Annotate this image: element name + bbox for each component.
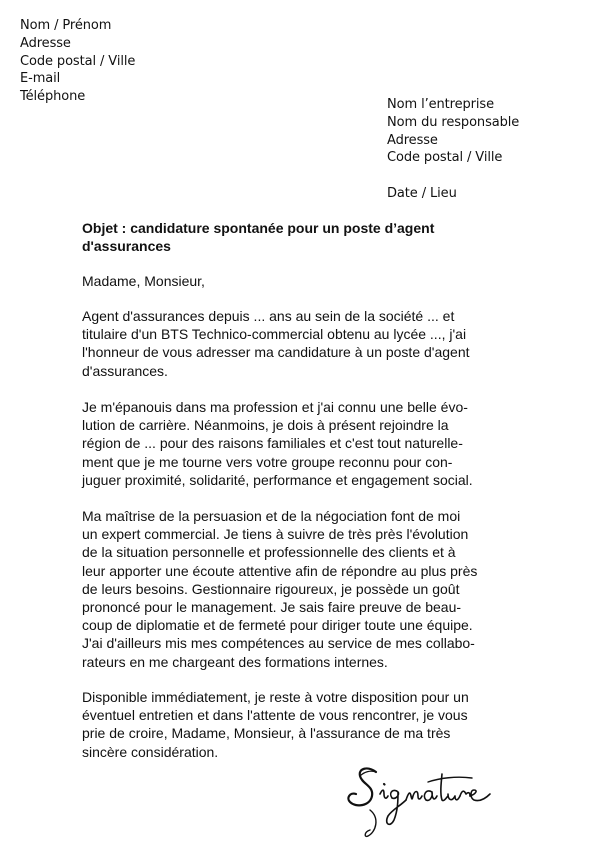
paragraph-1 [82, 307, 522, 380]
paragraph-line: coup de diplomatie et de fermeté pour diriger toute une équipe. [82, 617, 473, 634]
sender-email: E-mail [20, 71, 61, 87]
paragraph-3 [82, 507, 522, 671]
paragraph-line: d'assurances. [82, 362, 168, 379]
recipient-block [387, 96, 519, 167]
paragraph-line: leur apporter une écoute attentive afin de répondre au plus près [82, 562, 478, 579]
paragraph-line: titulaire d'un BTS Technico-commercial obtenu au lycée ..., j'ai [82, 326, 467, 343]
subject-line-2: d'assurances [82, 238, 171, 255]
subject-line [82, 219, 522, 255]
date-place [387, 185, 457, 203]
sender-address: Adresse [20, 35, 71, 51]
paragraph-line: de leurs besoins. Gestionnaire rigoureux, je possède un goût [82, 580, 460, 597]
subject-line-1: Objet : candidature spontanée pour un poste d’agent [82, 220, 435, 236]
paragraph-line: l'honneur de vous adresser ma candidature à un poste d'agent [82, 344, 470, 361]
recipient-manager: Nom du responsable [387, 114, 520, 130]
recipient-company: Nom l’entreprise [387, 97, 494, 112]
paragraph-line: région de ... pour des raisons familiales et c'est tout naturelle- [82, 435, 463, 452]
paragraph-line: Agent d'assurances depuis ... ans au sein de la société ... et [82, 308, 455, 324]
salutation-text: Madame, Monsieur, [82, 273, 205, 289]
sender-name: Nom / Prénom [20, 18, 112, 33]
paragraph-line: Disponible immédiatement, je reste à votre disposition pour un [82, 689, 469, 705]
paragraph-4 [82, 688, 522, 761]
paragraph-line: prononcé pour le management. Je sais faire preuve de beau- [82, 599, 462, 616]
paragraph-line: juguer proximité, solidarité, performance et engagement social. [82, 471, 473, 488]
signature-image [340, 760, 500, 840]
paragraph-line: sincère considération. [82, 743, 219, 760]
sender-postal-city: Code postal / Ville [20, 53, 136, 69]
paragraph-line: lution de carrière. Néanmoins, je dois à présent rejoindre la [82, 417, 449, 434]
paragraph-line: Je m'épanouis dans ma profession et j'ai connu une belle évo- [82, 399, 468, 415]
paragraph-line: de la situation personnelle et professionnelle des clients et à [82, 544, 456, 561]
paragraph-line: un expert commercial. Je tiens à suivre de très près l'évolution [82, 526, 469, 543]
paragraph-line: prie de croire, Madame, Monsieur, à l'assurance de ma très [82, 725, 451, 742]
paragraph-line: éventuel entretien et dans l'attente de vous rencontrer, je vous [82, 707, 468, 724]
sender-block [20, 17, 135, 106]
date-place-text: Date / Lieu [387, 186, 457, 201]
paragraph-2 [82, 398, 522, 489]
recipient-postal-city: Code postal / Ville [387, 150, 503, 166]
paragraph-line: ment que je me tourne vers votre groupe reconnu pour con- [82, 453, 453, 470]
salutation [82, 272, 522, 290]
recipient-address: Adresse [387, 132, 438, 148]
sender-phone: Téléphone [20, 89, 86, 105]
paragraph-line: rateurs en me chargeant des formations internes. [82, 653, 388, 670]
paragraph-line: Ma maîtrise de la persuasion et de la négociation font de moi [82, 508, 461, 524]
paragraph-line: J'ai d'ailleurs mis mes compétences au service de mes collabo- [82, 635, 475, 652]
